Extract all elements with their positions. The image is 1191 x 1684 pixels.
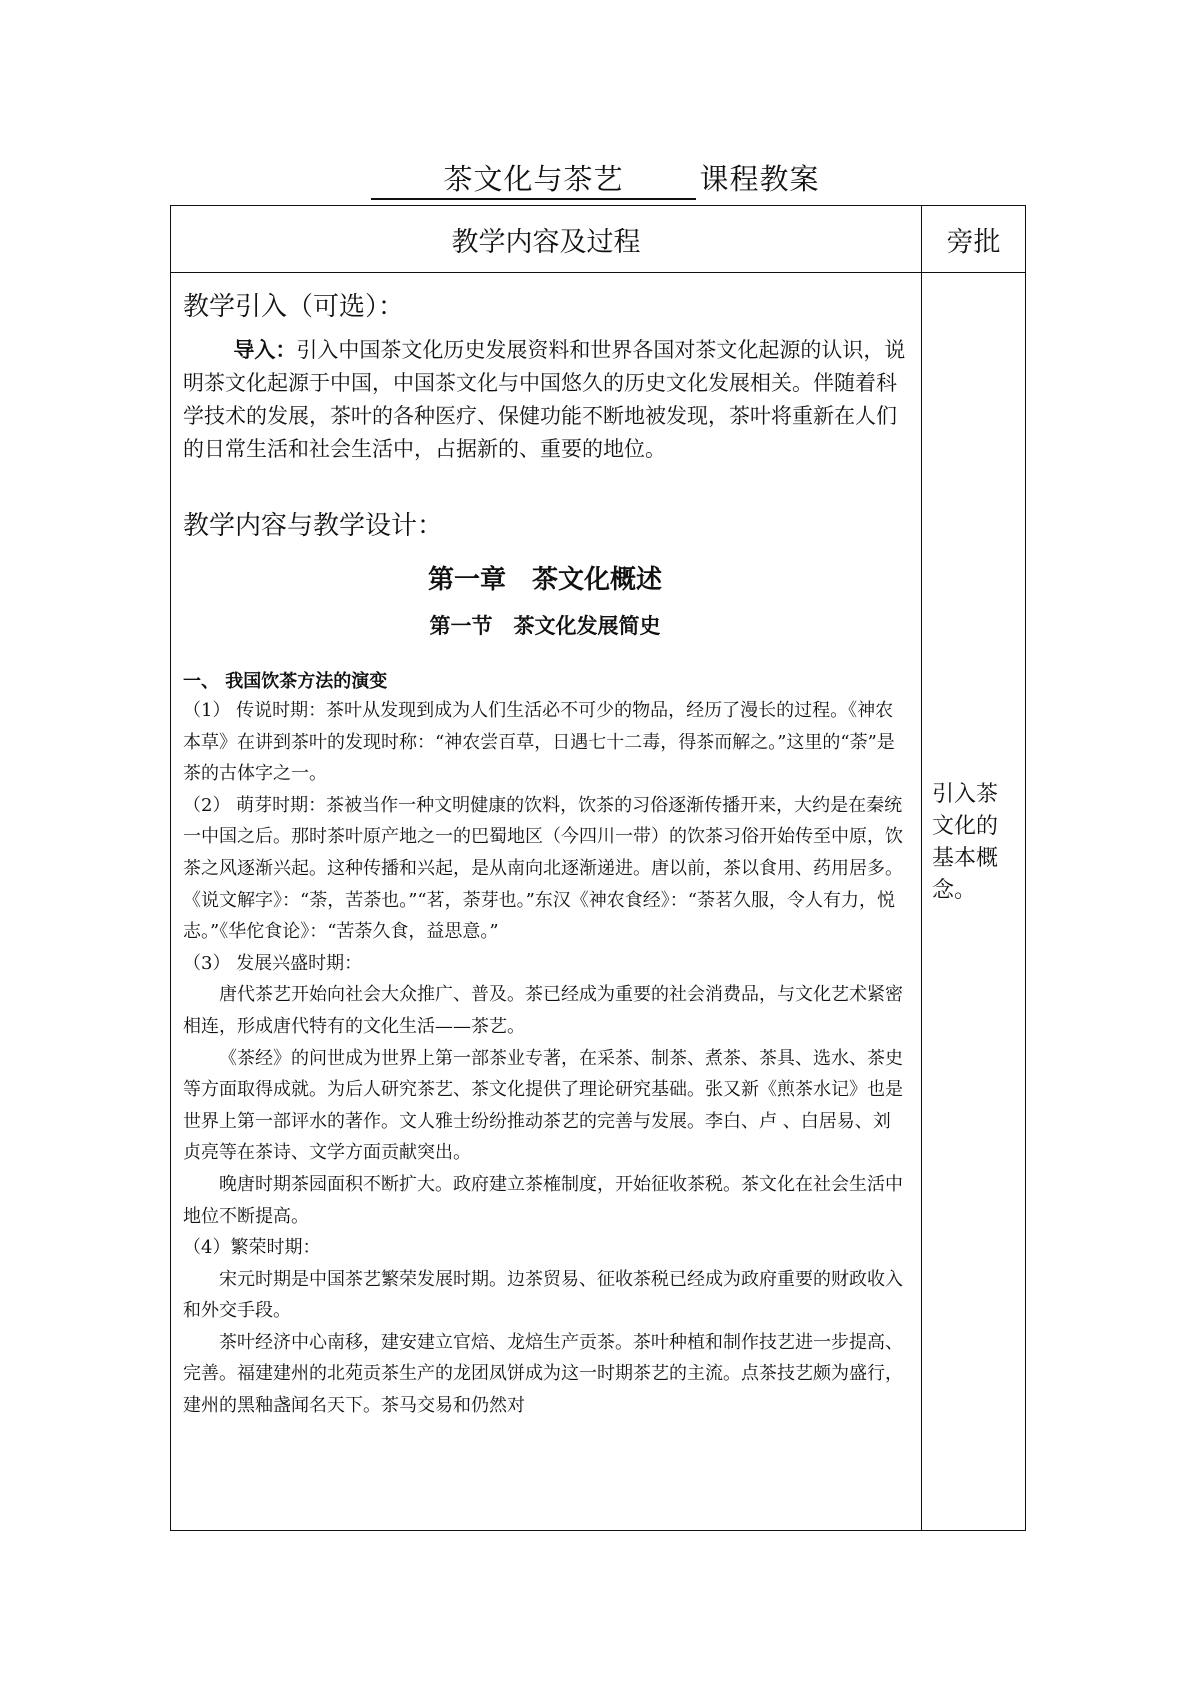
paragraph-late-tang: 晚唐时期茶园面积不断扩大。政府建立茶榷制度，开始征收茶税。茶文化在社会生活中地位不断提高。 bbox=[183, 1173, 903, 1227]
header-content-process: 教学内容及过程 bbox=[171, 206, 922, 273]
side-note: 引入茶文化的基本概念。 bbox=[932, 782, 999, 903]
intro-heading: 教学引入（可选）： bbox=[183, 292, 405, 322]
intro-paragraph bbox=[183, 333, 907, 466]
paragraph-economic-center: 茶叶经济中心南移，建安建立官焙、龙焙生产贡茶。茶叶种植和制作技艺进一步提高、完善。福建建州的北苑贡茶生产的龙团凤饼成为这一时期茶艺的主流。点茶技艺颇为盛行，建州的黑釉盏闻名天下。茶马交易和仍然对 bbox=[183, 1331, 903, 1417]
paragraph-sprout-period: （2） 萌芽时期：茶被当作一种文明健康的饮料，饮茶的习俗逐渐传播开来，大约是在秦统一中国之后。那时茶叶原产地之一的巴蜀地区（今四川一带）的饮茶习俗开始传至中原，饮茶之风逐渐兴起。这种传播和兴起，是从南向北逐渐递进。唐以前，茶以食用、药用居多。《说文解字》：“荼，苦荼也。”“茗，荼芽也。”东汉《神农食经》：“荼茗久服，令人有力，悦志。”《华佗食论》：“苦荼久食，益思意。” bbox=[183, 794, 903, 943]
intro-label: 导入： bbox=[233, 337, 297, 362]
paragraph-legend-period: （1） 传说时期：茶叶从发现到成为人们生活必不可少的物品，经历了漫长的过程。《神农本草》在讲到茶叶的发现时称：“神农尝百草，日遇七十二毒，得茶而解之。”这里的“荼”是茶的古体字之一。 bbox=[183, 700, 895, 785]
title-suffix: 课程教案 bbox=[699, 162, 820, 196]
header-side-notes: 旁批 bbox=[922, 206, 1026, 273]
paragraph-prosperity-heading: （4）繁荣时期： bbox=[183, 1237, 321, 1259]
course-name: 茶文化与茶艺 bbox=[371, 160, 695, 200]
paragraph-cha-jing: 《茶经》的问世成为世界上第一部茶业专著，在采茶、制茶、煮茶、茶具、选水、茶史等方面取得成就。为后人研究茶艺、茶文化提供了理论研究基础。张又新《煎茶水记》也是世界上第一部评水的著作。文人雅士纷纷推动茶艺的完善与发展。李白、卢 、白居易、刘贞亮等在茶诗、文学方面贡献突出。 bbox=[183, 1047, 903, 1164]
lesson-plan-table bbox=[170, 205, 1026, 1531]
paragraph-song-yuan: 宋元时期是中国茶艺繁荣发展时期。边茶贸易、征收茶税已经成为政府重要的财政收入和外交手段。 bbox=[183, 1268, 903, 1322]
document-title bbox=[0, 160, 1191, 200]
part-title: 一、 我国饮茶方法的演变 bbox=[183, 671, 388, 692]
side-note-cell bbox=[922, 273, 1026, 1531]
table-header-row bbox=[171, 206, 1026, 273]
table-content-row bbox=[171, 273, 1026, 1531]
section-title: 第一节 茶文化发展简史 bbox=[429, 613, 661, 638]
intro-text: 引入中国茶文化历史发展资料和世界各国对茶文化起源的认识，说明茶文化起源于中国，中国茶文化与中国悠久的历史文化发展相关。伴随着科学技术的发展，茶叶的各种医疗、保健功能不断地被发现，茶叶将重新在人们的日常生活和社会生活中，占据新的、重要的地位。 bbox=[183, 338, 906, 461]
paragraph-tang-tea-art: 唐代茶艺开始向社会大众推广、普及。茶已经成为重要的社会消费品，与文化艺术紧密相连，形成唐代特有的文化生活——茶艺。 bbox=[183, 984, 903, 1037]
content-cell bbox=[171, 273, 922, 1531]
design-heading: 教学内容与教学设计： bbox=[183, 511, 444, 541]
paragraph-rise-heading: （3） 发展兴盛时期： bbox=[183, 952, 363, 974]
chapter-title: 第一章 茶文化概述 bbox=[427, 565, 662, 595]
